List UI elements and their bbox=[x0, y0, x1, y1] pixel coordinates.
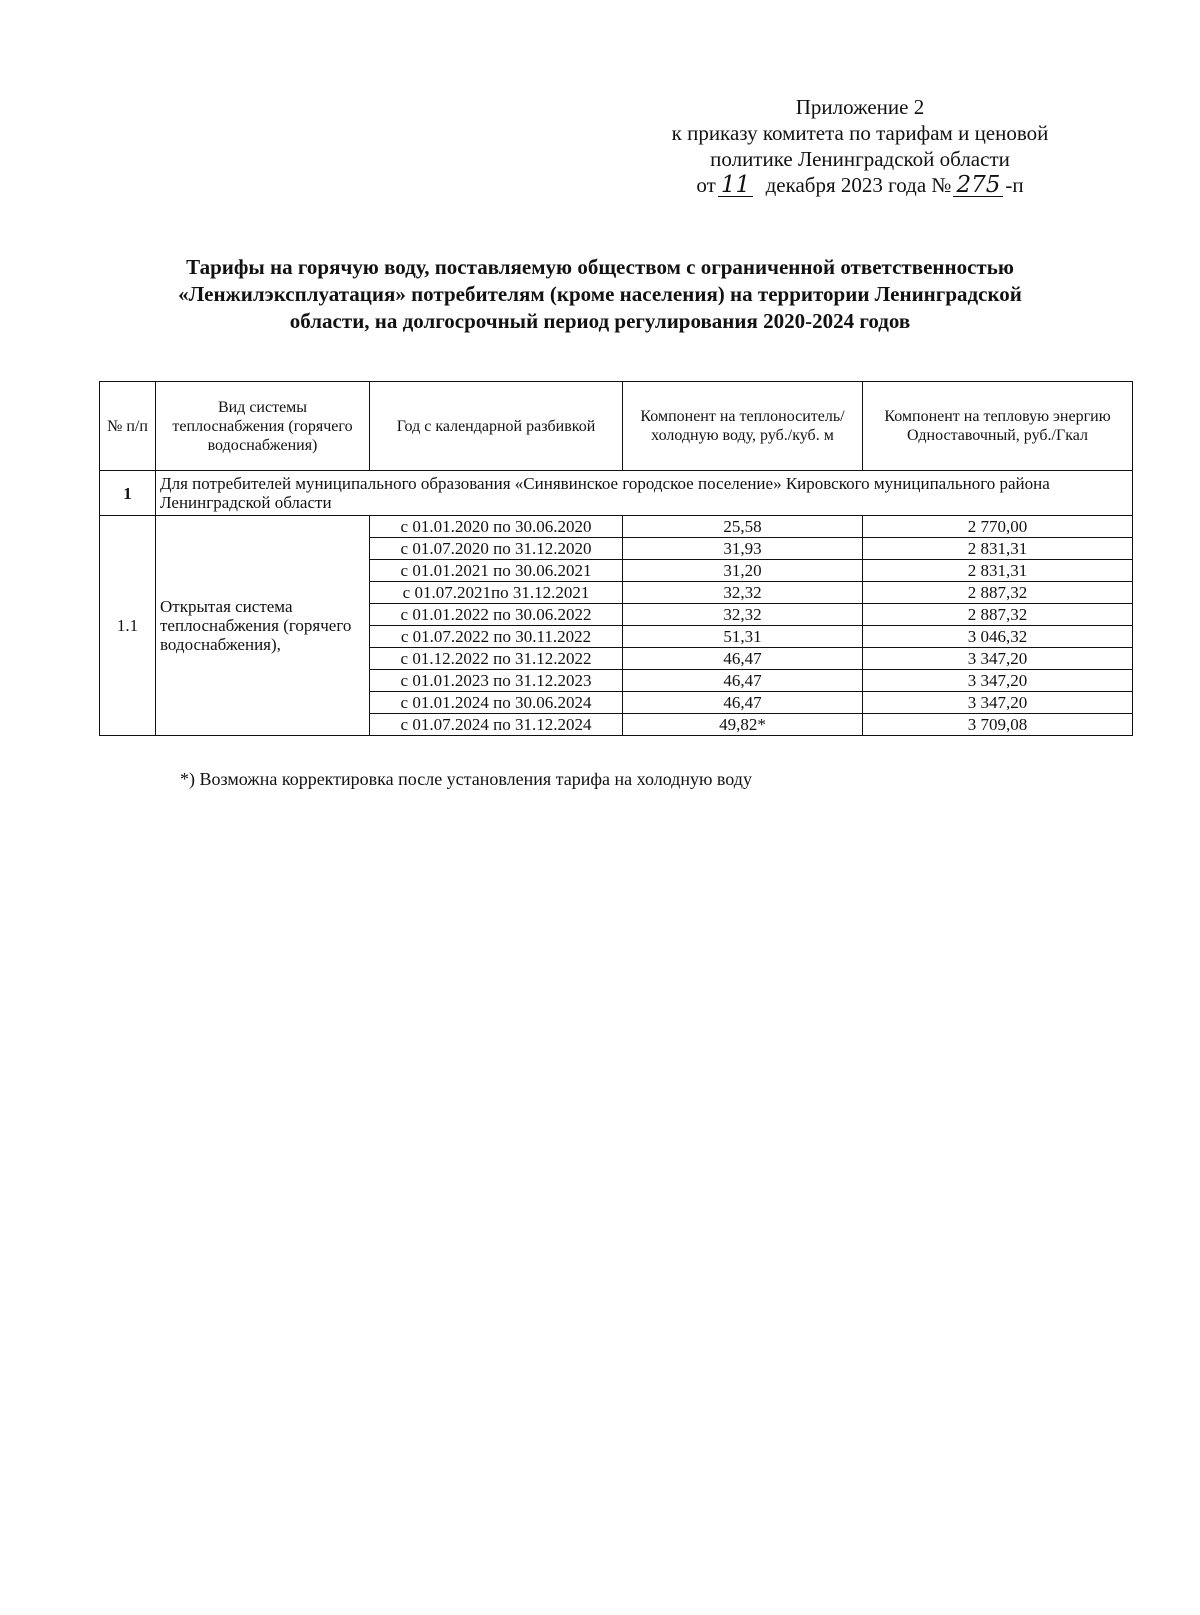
heat-value: 3 347,20 bbox=[863, 648, 1133, 670]
header-period: Год с календарной разбивкой bbox=[370, 382, 623, 471]
section-num: 1 bbox=[100, 471, 156, 516]
title-line-2: «Ленжилэксплуатация» потребителям (кроме населения) на территории Ленинградской bbox=[178, 282, 1022, 306]
header-num: № п/п bbox=[100, 382, 156, 471]
header-coolant-component: Компонент на теплоноситель/холодную воду, руб./куб. м bbox=[623, 382, 863, 471]
period-cell: с 01.07.2021по 31.12.2021 bbox=[370, 582, 623, 604]
tariff-table bbox=[99, 381, 1133, 736]
period-cell: с 01.07.2024 по 31.12.2024 bbox=[370, 714, 623, 736]
heat-value: 3 046,32 bbox=[863, 626, 1133, 648]
heat-value: 2 770,00 bbox=[863, 516, 1133, 538]
heat-value: 3 709,08 bbox=[863, 714, 1133, 736]
period-cell: с 01.01.2020 по 30.06.2020 bbox=[370, 516, 623, 538]
footnote: *) Возможна корректировка после установления тарифа на холодную воду bbox=[180, 769, 752, 789]
heat-value: 3 347,20 bbox=[863, 692, 1133, 714]
order-suffix: -п bbox=[1005, 173, 1024, 197]
coolant-value: 46,47 bbox=[623, 648, 863, 670]
header-system: Вид системы теплоснабжения (горячего водоснабжения) bbox=[156, 382, 370, 471]
coolant-value: 25,58 bbox=[623, 516, 863, 538]
appendix-header bbox=[600, 94, 1120, 198]
coolant-value: 32,32 bbox=[623, 604, 863, 626]
period-cell: с 01.01.2022 по 30.06.2022 bbox=[370, 604, 623, 626]
coolant-value: 31,93 bbox=[623, 538, 863, 560]
section-description: Для потребителей муниципального образования «Синявинское городское поселение» Кировского муниципального района Ленинградской области bbox=[156, 471, 1133, 516]
heat-value: 2 831,31 bbox=[863, 538, 1133, 560]
appendix-date-line bbox=[600, 172, 1120, 198]
header-heat-component: Компонент на тепловую энергию Одноставочный, руб./Гкал bbox=[863, 382, 1133, 471]
heat-value: 3 347,20 bbox=[863, 670, 1133, 692]
title-line-1: Тарифы на горячую воду, поставляемую обществом с ограниченной ответственностью bbox=[186, 255, 1014, 279]
coolant-value: 46,47 bbox=[623, 692, 863, 714]
subsection-system: Открытая система теплоснабжения (горячего водоснабжения), bbox=[156, 516, 370, 736]
period-cell: с 01.07.2020 по 31.12.2020 bbox=[370, 538, 623, 560]
subsection-num: 1.1 bbox=[100, 516, 156, 736]
coolant-value: 46,47 bbox=[623, 670, 863, 692]
coolant-value: 51,31 bbox=[623, 626, 863, 648]
table-header-row bbox=[100, 382, 1133, 471]
date-middle: декабря 2023 года № bbox=[765, 173, 952, 197]
coolant-value: 49,82* bbox=[623, 714, 863, 736]
period-cell: с 01.01.2021 по 30.06.2021 bbox=[370, 560, 623, 582]
handwritten-order-number: 275 bbox=[953, 174, 1003, 197]
handwritten-day: 11 bbox=[718, 174, 753, 197]
period-cell: с 01.01.2023 по 31.12.2023 bbox=[370, 670, 623, 692]
heat-value: 2 887,32 bbox=[863, 582, 1133, 604]
period-cell: с 01.12.2022 по 31.12.2022 bbox=[370, 648, 623, 670]
appendix-title: Приложение 2 bbox=[795, 95, 925, 119]
table-row bbox=[100, 516, 1133, 538]
date-prefix: от bbox=[696, 173, 716, 197]
period-cell: с 01.07.2022 по 30.11.2022 bbox=[370, 626, 623, 648]
period-cell: с 01.01.2024 по 30.06.2024 bbox=[370, 692, 623, 714]
coolant-value: 31,20 bbox=[623, 560, 863, 582]
document-title bbox=[80, 254, 1120, 335]
coolant-value: 32,32 bbox=[623, 582, 863, 604]
heat-value: 2 831,31 bbox=[863, 560, 1133, 582]
heat-value: 2 887,32 bbox=[863, 604, 1133, 626]
title-line-3: области, на долгосрочный период регулирования 2020-2024 годов bbox=[289, 309, 911, 333]
section-row bbox=[100, 471, 1133, 516]
appendix-order-line: к приказу комитета по тарифам и ценовой bbox=[671, 121, 1049, 145]
appendix-committee-line: политике Ленинградской области bbox=[710, 147, 1010, 171]
